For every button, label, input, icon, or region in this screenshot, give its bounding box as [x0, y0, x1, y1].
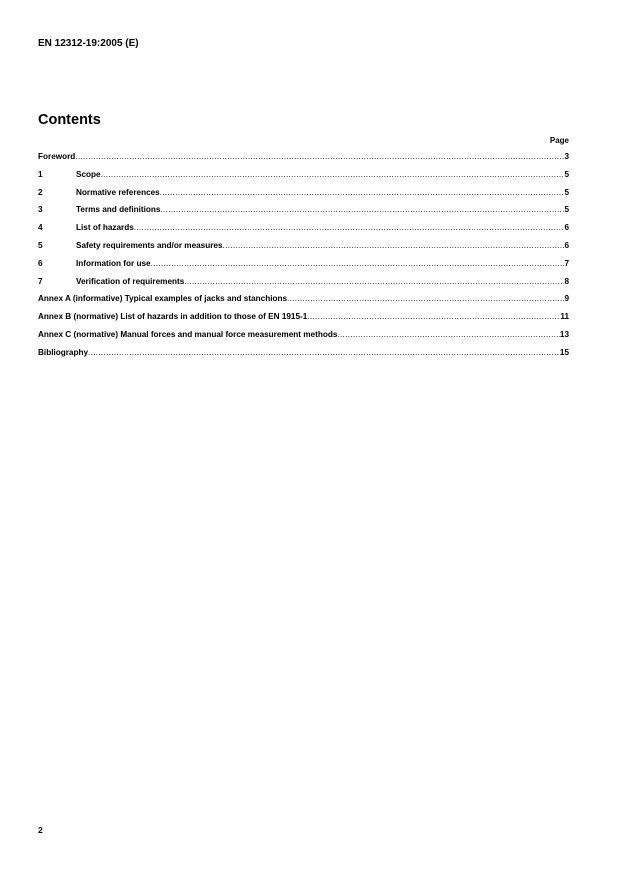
- toc-entry-page: 15: [559, 347, 569, 357]
- toc-leader-dots: [160, 188, 565, 197]
- toc-entry-page: 5: [564, 187, 569, 197]
- toc-entry-text: Bibliography: [38, 347, 89, 357]
- toc-entry-page: 5: [564, 169, 569, 179]
- toc-entry-page: 13: [559, 329, 569, 339]
- contents-heading: Contents: [38, 112, 101, 128]
- toc-leader-dots: [223, 241, 565, 250]
- toc-leader-dots: [88, 348, 560, 357]
- toc-entry-text: Information for use: [76, 258, 151, 268]
- toc-entry-text: List of hazards: [76, 223, 134, 233]
- page-column-label: Page: [549, 136, 569, 145]
- toc-entry-text: Verification of requirements: [76, 276, 185, 286]
- toc-entry-text: Safety requirements and/or measures: [76, 240, 223, 250]
- toc-entry-list-of-hazards[interactable]: [38, 223, 569, 241]
- toc-entry-text: Scope: [76, 169, 101, 179]
- toc-entry-safety-requirements[interactable]: [38, 241, 569, 259]
- toc-entry-information-for-use[interactable]: [38, 259, 569, 277]
- toc-entry-number: 3: [38, 205, 43, 215]
- toc-entry-text: Annex B (normative) List of hazards in addition to those of EN 1915-1: [38, 312, 308, 322]
- toc-entry-number: 6: [38, 258, 43, 268]
- toc-entry-annex-b[interactable]: [38, 312, 569, 330]
- toc-entry-number: 1: [38, 169, 43, 179]
- toc-entry-text: Annex A (informative) Typical examples of jacks and stanchions: [38, 294, 288, 304]
- toc-leader-dots: [160, 205, 564, 214]
- toc-entry-text: Terms and definitions: [76, 205, 161, 215]
- toc-entry-foreword[interactable]: [38, 152, 569, 170]
- page-number: 2: [38, 825, 43, 835]
- toc-entry-page: 11: [560, 312, 569, 322]
- toc-entry-number: 5: [38, 240, 43, 250]
- toc-leader-dots: [307, 312, 560, 321]
- toc-entry-text: Annex C (normative) Manual forces and manual force measurement methods: [38, 329, 338, 339]
- toc-entry-number: 7: [38, 276, 43, 286]
- toc-entry-page: 3: [564, 152, 569, 161]
- toc-entry-scope[interactable]: [38, 170, 569, 188]
- toc-entry-verification[interactable]: [38, 277, 569, 295]
- toc-entry-number: 4: [38, 223, 43, 233]
- toc-entry-normative-references[interactable]: [38, 188, 569, 206]
- toc-entry-page: 6: [564, 223, 569, 233]
- toc-entry-page: 6: [564, 240, 569, 250]
- toc-leader-dots: [337, 330, 560, 339]
- toc-entry-terms-and-definitions[interactable]: [38, 205, 569, 223]
- toc-entry-annex-a[interactable]: [38, 294, 569, 312]
- toc-leader-dots: [134, 223, 565, 232]
- toc-entry-text: Normative references: [76, 187, 160, 197]
- toc-entry-text: Foreword: [38, 152, 76, 161]
- toc-entry-annex-c[interactable]: [38, 330, 569, 348]
- toc-leader-dots: [184, 277, 564, 286]
- toc-entry-page: 7: [564, 258, 569, 268]
- toc-leader-dots: [287, 294, 564, 303]
- toc-entry-number: 2: [38, 187, 43, 197]
- toc-leader-dots: [101, 170, 565, 179]
- table-of-contents: [38, 152, 569, 366]
- toc-leader-dots: [151, 259, 565, 268]
- toc-entry-bibliography[interactable]: [38, 348, 569, 366]
- toc-entry-page: 9: [564, 294, 569, 304]
- toc-entry-page: 5: [564, 205, 569, 215]
- toc-entry-page: 8: [564, 276, 569, 286]
- toc-leader-dots: [75, 152, 564, 161]
- document-identifier: EN 12312-19:2005 (E): [38, 38, 139, 49]
